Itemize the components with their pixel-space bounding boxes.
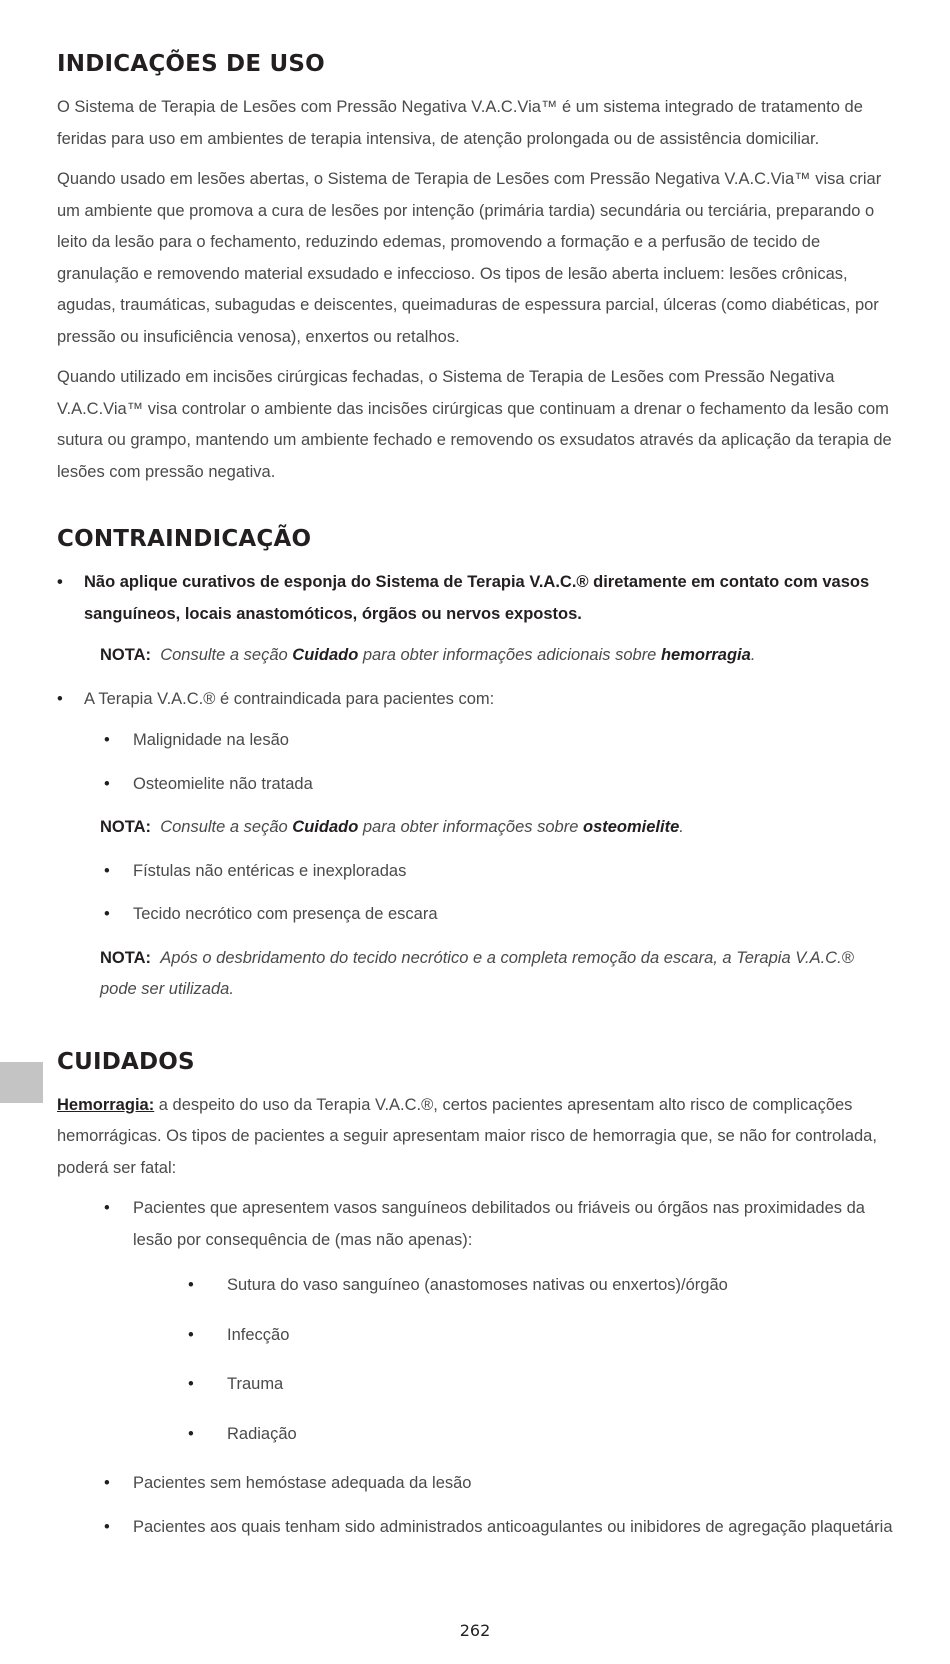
cuidados-subitem-text: Infecção: [227, 1325, 290, 1344]
note-desbridamento: [57, 943, 895, 1006]
contraindication-bullet-2-text: A Terapia V.A.C.® é contraindicada para pacientes com:: [84, 689, 495, 708]
bullet-icon: •: [188, 1424, 194, 1443]
bullet-icon: •: [104, 774, 110, 793]
contraindication-subitem: [57, 725, 895, 757]
note-text: Consulte a seção: [160, 646, 293, 664]
contraindication-subitem: [57, 769, 895, 801]
heading-indicacoes: INDICAÇÕES DE USO: [57, 51, 325, 77]
bullet-icon: •: [104, 1199, 110, 1217]
cuidados-subitem-text: Radiação: [227, 1424, 297, 1443]
subitem-text: Malignidade na lesão: [133, 731, 289, 749]
subitem-text: Osteomielite não tratada: [133, 774, 313, 793]
note-text: Após o desbridamento do tecido necrótico e a completa remoção da escara, a Terapia V.A.C.® pode ser utilizada.: [100, 948, 854, 998]
note-hemorragia: [57, 640, 895, 672]
bullet-icon: •: [188, 1375, 194, 1393]
cuidados-item-1-text: Pacientes que apresentem vasos sanguíneos debilitados ou friáveis ou órgãos nas proximidades da lesão por consequência de (mas não apenas):: [133, 1199, 865, 1249]
cuidados-subitem-text: Sutura do vaso sanguíneo (anastomoses nativas ou enxertos)/órgão: [227, 1276, 728, 1294]
note-emphasis-hemorragia: hemorragia: [660, 646, 751, 664]
note-text: para obter informações adicionais sobre: [358, 646, 661, 664]
contraindication-subitem: [57, 899, 895, 931]
section-tab-marker: [0, 1062, 43, 1103]
bullet-icon: •: [104, 731, 110, 749]
cuidados-subitem: [57, 1320, 895, 1352]
cuidados-item-1: [57, 1193, 895, 1256]
indicacoes-paragraph-1: O Sistema de Terapia de Lesões com Pressão Negativa V.A.C.Via™ é um sistema integrado de tratamento de feridas para uso em ambientes de terapia intensiva, de atenção prolongada ou de assistência domiciliar.: [57, 98, 863, 148]
note-text: Consulte a seção: [160, 818, 293, 836]
subitem-text: Fístulas não entéricas e inexploradas: [133, 861, 407, 880]
note-text: .: [679, 818, 684, 836]
heading-cuidados: CUIDADOS: [57, 1048, 195, 1075]
subitem-text: Tecido necrótico com presença de escara: [133, 905, 438, 923]
contraindication-subitem: [57, 856, 895, 888]
cuidados-item-2-text: Pacientes sem hemóstase adequada da lesão: [133, 1474, 472, 1492]
page-number: 262: [459, 1621, 491, 1640]
cuidados-subitem: [57, 1419, 895, 1451]
note-emphasis-osteomielite: osteomielite: [582, 818, 680, 836]
indicacoes-paragraph-2: Quando usado em lesões abertas, o Sistema de Terapia de Lesões com Pressão Negativa V.A.C.Via™ visa criar um ambiente que promova a cura de lesões por intenção (primária tardia) secundária ou terciária, preparando o leito da lesão para o fechamento, reduzindo edemas, promovendo a formação e a perfusão de tecido de granulação e removendo material exsudado e infeccioso. Os tipos de lesão aberta incluem: lesões crônicas, agudas, traumáticas, subagudas e deiscentes, queimaduras de espessura parcial, úlceras (como diabéticas, por pressão ou insuficiência venosa), enxertos ou retalhos.: [57, 170, 882, 346]
note-text: .: [750, 646, 756, 664]
hemorragia-label: Hemorragia:: [57, 1095, 155, 1114]
cuidados-subitem: [57, 1369, 895, 1401]
cuidados-item-2: [57, 1468, 895, 1500]
note-label: NOTA:: [100, 646, 152, 664]
bullet-icon: •: [104, 1474, 110, 1492]
cuidados-item-3: [57, 1512, 895, 1544]
note-osteomielite: [57, 812, 895, 844]
contraindication-bullet-1-text: Não aplique curativos de esponja do Sistema de Terapia V.A.C.® diretamente em contato com vasos sanguíneos, locais anastomóticos, órgãos ou nervos expostos.: [84, 573, 870, 623]
heading-contraindicacao: CONTRAINDICAÇÃO: [57, 526, 312, 552]
cuidados-hemorragia-paragraph: [57, 1090, 895, 1185]
contraindication-bullet-2: [57, 684, 895, 716]
note-emphasis-cuidado: Cuidado: [292, 646, 359, 664]
cuidados-item-3-text: Pacientes aos quais tenham sido administrados anticoagulantes ou inibidores de agregação plaquetária: [133, 1517, 893, 1536]
bullet-icon: •: [188, 1276, 194, 1294]
hemorragia-text: a despeito do uso da Terapia V.A.C.®, certos pacientes apresentam alto risco de complicações hemorrágicas. Os tipos de pacientes a seguir apresentam maior risco de hemorragia que, se não for controlada, poderá ser fatal:: [57, 1095, 877, 1177]
bullet-icon: •: [57, 689, 63, 708]
document-page: [57, 48, 895, 1555]
bullet-icon: •: [104, 1517, 110, 1536]
bullet-icon: •: [104, 861, 110, 880]
contraindication-bullet-1: [57, 567, 895, 630]
note-emphasis-cuidado: Cuidado: [292, 818, 359, 836]
note-label: NOTA:: [100, 818, 152, 836]
cuidados-subitem-text: Trauma: [227, 1375, 284, 1393]
note-label: NOTA:: [100, 948, 152, 967]
bullet-icon: •: [57, 573, 63, 591]
bullet-icon: •: [104, 905, 110, 923]
indicacoes-paragraph-3: Quando utilizado em incisões cirúrgicas fechadas, o Sistema de Terapia de Lesões com Pressão Negativa V.A.C.Via™ visa controlar o ambiente das incisões cirúrgicas que continuam a drenar o fechamento da lesão com sutura ou grampo, mantendo um ambiente fechado e removendo os exsudatos através da aplicação da terapia de lesões com pressão negativa.: [57, 368, 892, 481]
cuidados-subitem: [57, 1270, 895, 1302]
note-text: para obter informações sobre: [358, 818, 583, 836]
bullet-icon: •: [188, 1325, 194, 1344]
